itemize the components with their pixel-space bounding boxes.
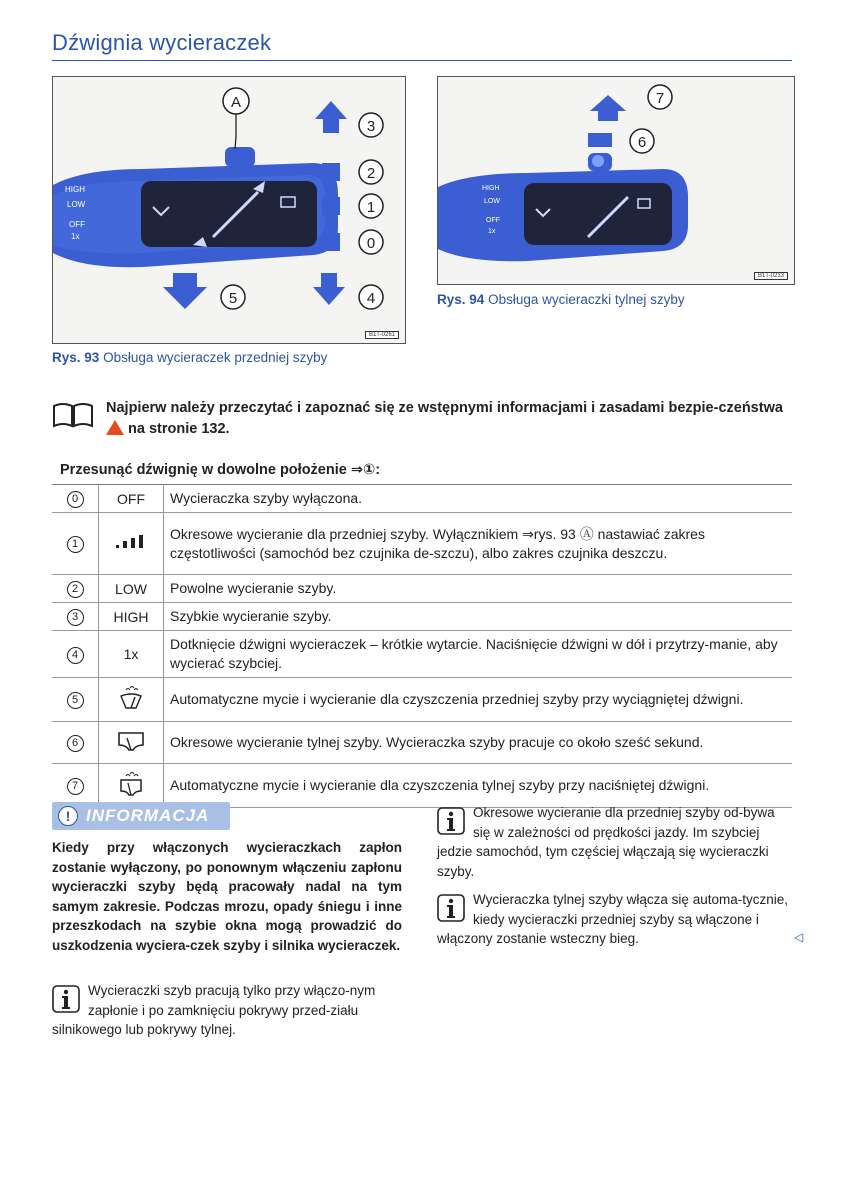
position-cell	[52, 513, 99, 575]
info-badge	[52, 802, 230, 830]
table-row	[52, 722, 792, 764]
rear-wiper-icon	[116, 730, 146, 752]
figure-code: B1T-0261	[365, 331, 399, 339]
position-number: 2	[67, 581, 84, 598]
table-row	[52, 575, 792, 603]
lever-label-1x: 1x	[71, 232, 80, 241]
position-cell	[52, 764, 99, 808]
info-bold-paragraph: Kiedy przy włączonych wycieraczkach zapłon zostanie wyłączony, po ponownym włączeniu zapłonu wycieraczki szyby będą pracowały nadal na tym samym zakresie. Podczas mrozu, opady śniegu i inne przeszkodach na szybie okna mogą prowadzić do uszkodzenia wyciera-czek szyby i silnika wycieraczek.	[52, 840, 402, 953]
info-i-icon	[437, 807, 465, 835]
position-number: 4	[67, 647, 84, 664]
figure-94-caption	[437, 292, 685, 307]
info-circle-icon: !	[58, 806, 78, 826]
position-cell	[52, 485, 99, 513]
description-cell: Automatyczne mycie i wycieranie dla czyszczenia przedniej szyby przy wyciągniętej dźwigni.	[164, 678, 793, 722]
position-number: 0	[67, 491, 84, 508]
title-rule	[52, 60, 792, 61]
callout-A: A	[230, 94, 242, 111]
symbol-cell: 1x	[99, 631, 164, 678]
table-row	[52, 678, 792, 722]
read-first-text	[106, 398, 796, 440]
front-wiper-lever-illustration	[53, 77, 405, 343]
info-note-text: Okresowe wycieranie dla przedniej szyby od-bywa się w zależności od prędkości jazdy. Im szybciej jedzie samochód, tym częściej włączają się wycieraczki szyby.	[437, 805, 775, 879]
figure-93-caption	[52, 350, 327, 365]
symbol-cell	[99, 722, 164, 764]
callout-7: 7	[655, 90, 665, 107]
position-cell	[52, 603, 99, 631]
figure-code: B1T-0233	[754, 272, 788, 280]
callout-1: 1	[366, 199, 376, 216]
caption-text: Obsługa wycieraczki tylnej szyby	[488, 292, 685, 307]
position-cell	[52, 575, 99, 603]
description-cell: Automatyczne mycie i wycieranie dla czyszczenia tylnej szyby przy naciśniętej dźwigni.	[164, 764, 793, 808]
figure-94-rear-wiper-lever	[437, 76, 795, 285]
lever-label-1x: 1x	[488, 228, 496, 235]
callout-5: 5	[228, 290, 238, 307]
description-cell: Okresowe wycieranie dla przedniej szyby. Wyłącznikiem ⇒rys. 93 Ⓐ nastawiać zakres częstotliwości (samochód bez czujnika de-szczu), albo zakres czujnika deszczu.	[164, 513, 793, 575]
symbol-cell: LOW	[99, 575, 164, 603]
description-cell: Powolne wycieranie szyby.	[164, 575, 793, 603]
lever-label-off: OFF	[69, 220, 85, 229]
symbol-cell	[99, 678, 164, 722]
table-row	[52, 485, 792, 513]
description-cell: Dotknięcie dźwigni wycieraczek – krótkie wytarcie. Naciśnięcie dźwigni w dół i przytrzy-manie, aby wycierać szybciej.	[164, 631, 793, 678]
description-cell: Szybkie wycieranie szyby.	[164, 603, 793, 631]
read-first-text-before: Najpierw należy przeczytać i zapoznać się ze wstępnymi informacjami i zasadami bezpie-czeństwa	[106, 400, 783, 416]
callout-0: 0	[366, 235, 376, 252]
callout-6: 6	[637, 134, 647, 151]
lever-label-high: HIGH	[65, 185, 85, 194]
position-cell	[52, 631, 99, 678]
position-cell	[52, 678, 99, 722]
position-number: 7	[67, 778, 84, 795]
symbol-cell: HIGH	[99, 603, 164, 631]
caption-number: Rys. 93	[52, 350, 100, 365]
table-row	[52, 603, 792, 631]
position-number: 1	[67, 536, 84, 553]
table-row	[52, 764, 792, 808]
position-number: 6	[67, 735, 84, 752]
info-i-icon	[437, 894, 465, 922]
symbol-cell	[99, 764, 164, 808]
callout-4: 4	[366, 290, 376, 307]
read-first-link[interactable]: na stronie 132.	[128, 421, 230, 437]
table-row	[52, 513, 792, 575]
table-heading: Przesunąć dźwignię w dowolne położenie ⇒①:	[60, 462, 381, 478]
figure-93-front-wiper-lever	[52, 76, 406, 344]
lever-label-low: LOW	[67, 200, 86, 209]
rear-wiper-lever-illustration	[438, 77, 794, 284]
lever-label-high: HIGH	[482, 185, 500, 192]
callout-3: 3	[366, 118, 376, 135]
info-note	[437, 803, 792, 881]
page-title: Dźwignia wycieraczek	[52, 30, 272, 55]
book-icon	[52, 400, 94, 430]
section-end-arrow-icon: ◁	[794, 930, 804, 944]
lever-label-low: LOW	[484, 198, 500, 205]
position-number: 5	[67, 692, 84, 709]
position-cell	[52, 722, 99, 764]
info-note	[52, 981, 404, 1040]
caption-text: Obsługa wycieraczek przedniej szyby	[103, 350, 328, 365]
info-note	[437, 890, 792, 949]
symbol-cell: OFF	[99, 485, 164, 513]
caption-number: Rys. 94	[437, 292, 485, 307]
info-badge-label: INFORMACJA	[86, 806, 210, 825]
description-cell: Okresowe wycieranie tylnej szyby. Wycieraczka szyby pracuje co około sześć sekund.	[164, 722, 793, 764]
warning-triangle-icon	[106, 420, 124, 435]
lever-label-off: OFF	[486, 217, 500, 224]
table-row	[52, 631, 792, 678]
description-cell: Wycieraczka szyby wyłączona.	[164, 485, 793, 513]
info-note-text: Wycieraczka tylnej szyby włącza się automa-tycznie, kiedy wycieraczki przedniej szyby są włączone i włączony zostanie wsteczny bieg.	[437, 892, 788, 946]
lever-positions-table	[52, 485, 792, 808]
front-washer-icon	[118, 686, 144, 710]
symbol-cell	[99, 513, 164, 575]
intermittent-bars-icon	[114, 534, 148, 550]
rear-washer-icon	[117, 771, 145, 797]
info-i-icon	[52, 985, 80, 1013]
position-number: 3	[67, 609, 84, 626]
info-note-text: Wycieraczki szyb pracują tylko przy włączo-nym zapłonie i po zamknięciu pokrywy przed-ziału silnikowego lub pokrywy tylnej.	[52, 983, 376, 1037]
callout-2: 2	[366, 165, 376, 182]
